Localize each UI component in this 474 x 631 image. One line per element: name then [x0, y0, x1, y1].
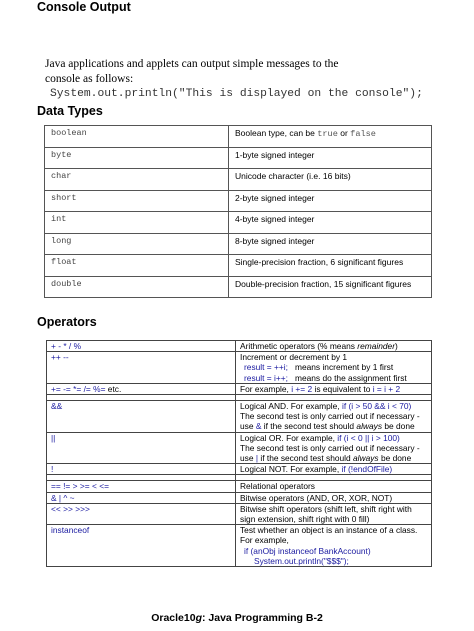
operator-description: Logical OR. For example, if (i < 0 || i > 100) The second test is only carried out if necessary - use | if the second test should always be done: [236, 432, 432, 464]
type-description: 1-byte signed integer: [229, 147, 432, 169]
operator-description: Logical AND. For example, if (i > 50 && i < 70) The second test is only carried out if necessary - use & if the second test should always be done: [236, 401, 432, 433]
type-name: boolean: [45, 126, 229, 148]
table-row: [45, 212, 432, 234]
operator-description: Arithmetic operators (% means remainder): [236, 341, 432, 352]
operator-symbols: << >> >>>: [47, 503, 236, 524]
table-row: [45, 276, 432, 298]
table-row: [47, 492, 432, 503]
table-row: [47, 401, 432, 433]
type-name: char: [45, 169, 229, 191]
type-name: int: [45, 212, 229, 234]
table-row: [47, 383, 432, 394]
table-row: [47, 341, 432, 352]
table-row: [45, 169, 432, 191]
type-description: Boolean type, can be true or false: [229, 126, 432, 148]
operator-description: Bitwise shift operators (shift left, shift right with sign extension, shift right with 0 fill): [236, 503, 432, 524]
operator-symbols: ++ --: [47, 352, 236, 384]
table-row: [45, 233, 432, 255]
operator-description: Bitwise operators (AND, OR, XOR, NOT): [236, 492, 432, 503]
data-types-heading: Data Types: [37, 104, 103, 118]
operator-symbols: !: [47, 464, 236, 475]
type-description: 4-byte signed integer: [229, 212, 432, 234]
table-row: [47, 464, 432, 475]
table-row: [47, 481, 432, 492]
console-code-example: System.out.println("This is displayed on the console");: [50, 88, 423, 100]
console-output-heading: Console Output: [37, 0, 131, 14]
table-row: [45, 190, 432, 212]
operator-symbols: += -= *= /= %= etc.: [47, 383, 236, 394]
type-description: Unicode character (i.e. 16 bits): [229, 169, 432, 191]
type-description: 2-byte signed integer: [229, 190, 432, 212]
operator-symbols: &&: [47, 401, 236, 433]
operator-symbols: + - * / %: [47, 341, 236, 352]
type-description: Single-precision fraction, 6 significant figures: [229, 255, 432, 277]
type-name: byte: [45, 147, 229, 169]
type-name: short: [45, 190, 229, 212]
table-row: [47, 432, 432, 464]
operator-description: Test whether an object is an instance of a class. For example, if (anObj instanceof BankAccount) System.out.println("$$$");: [236, 525, 432, 567]
operator-description: Increment or decrement by 1 result = ++i; means increment by 1 first result = i++; means do the assignment first: [236, 352, 432, 384]
table-row: [47, 525, 432, 567]
table-row: [45, 255, 432, 277]
page-footer: Oracle10g: Java Programming B-2: [151, 612, 323, 624]
operator-description: Logical NOT. For example, if (!endOfFile): [236, 464, 432, 475]
type-description: Double-precision fraction, 15 significant figures: [229, 276, 432, 298]
console-intro-text: Java applications and applets can output simple messages to the console as follows:: [45, 58, 339, 85]
table-row: [47, 352, 432, 384]
operator-description: For example, i += 2 is equivalent to i = i + 2: [236, 383, 432, 394]
data-types-table: [44, 125, 432, 298]
operators-heading: Operators: [37, 315, 97, 329]
table-row: [45, 126, 432, 148]
operator-symbols: ||: [47, 432, 236, 464]
operators-table: [46, 340, 432, 567]
type-name: long: [45, 233, 229, 255]
type-name: double: [45, 276, 229, 298]
type-name: float: [45, 255, 229, 277]
operator-symbols: == != > >= < <=: [47, 481, 236, 492]
table-row: [45, 147, 432, 169]
type-description: 8-byte signed integer: [229, 233, 432, 255]
operator-description: Relational operators: [236, 481, 432, 492]
operator-symbols: & | ^ ~: [47, 492, 236, 503]
operator-symbols: instanceof: [47, 525, 236, 567]
table-row: [47, 503, 432, 524]
